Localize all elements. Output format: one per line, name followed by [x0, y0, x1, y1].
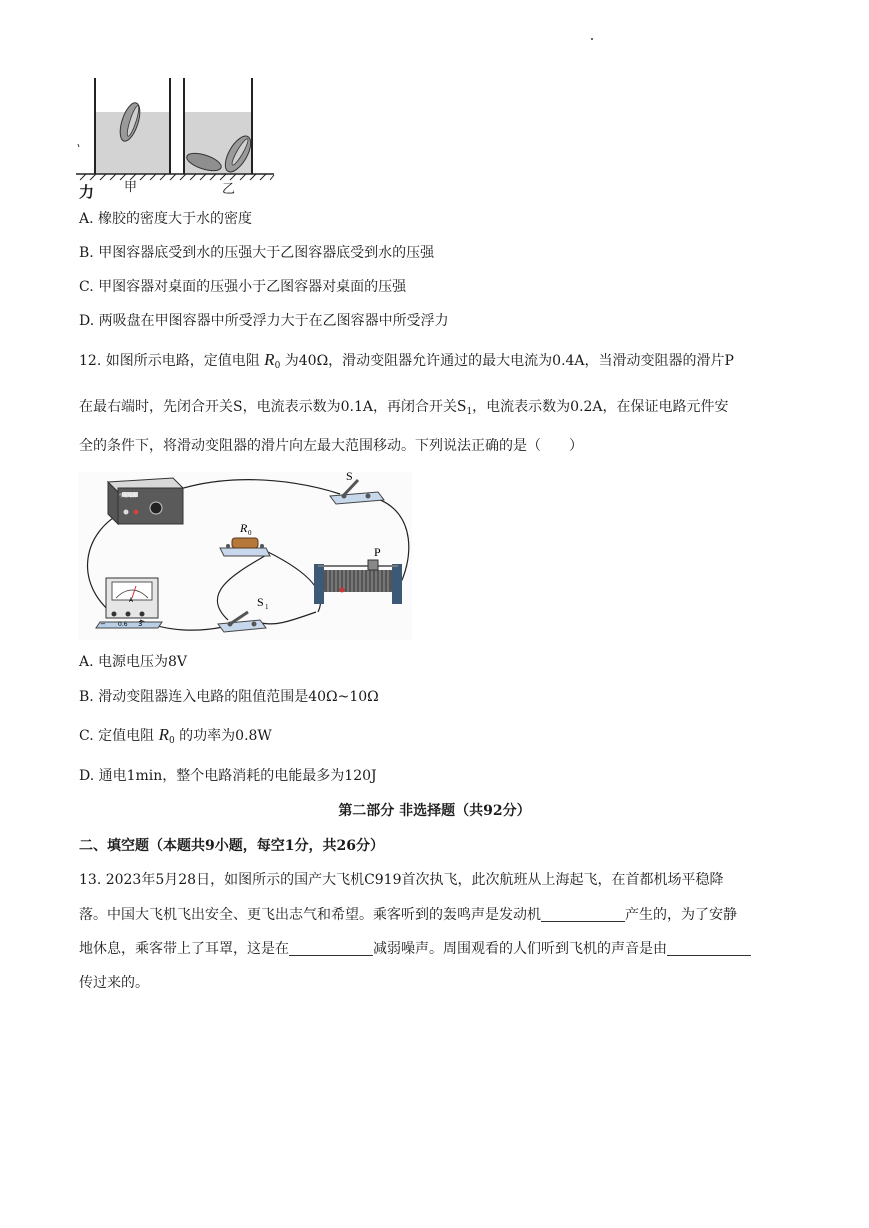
q13-blank-3[interactable]: [667, 941, 751, 956]
q12-stem-line1: 12. 如图所示电路，定值电阻 $R_0$ 为40Ω，滑动变阻器允许通过的最大电流为0.4A，当滑动变阻器的滑片P: [79, 350, 734, 371]
q13-blank-1[interactable]: [541, 907, 625, 922]
q13-line3: 地休息，乘客带上了耳罩，这是在 减弱噪声。周围观看的人们听到飞机的声音是由: [79, 939, 751, 959]
q11-option-a: A. 橡胶的密度大于水的密度: [79, 211, 253, 227]
power-supply-icon: [108, 478, 183, 524]
figure1-label-jia: 甲: [124, 180, 138, 195]
q13-line1: 13. 2023年5月28日，如图所示的国产大飞机C919首次执飞，此次航班从上海起飞，在首都机场平稳降: [79, 872, 724, 888]
figure1-label-yi: 乙: [222, 182, 236, 197]
ammeter-a-label: A: [129, 597, 134, 604]
q11-option-c: C. 甲图容器对桌面的压强小于乙图容器对桌面的压强: [79, 279, 407, 295]
suction-cup-diagram: [76, 74, 286, 202]
circuit-diagram: [78, 472, 412, 640]
q12-option-b: B. 滑动变阻器连入电路的阻值范围是40Ω~10Ω: [79, 689, 379, 705]
q12-option-d: D. 通电1min，整个电路消耗的电能最多为120J: [79, 768, 377, 784]
section2-title: 二、填空题（本题共9小题，每空1分，共26分）: [79, 838, 384, 854]
slider-p-label: P: [374, 545, 381, 559]
q11-option-d: D. 两吸盘在甲图容器中所受浮力大于在乙图容器中所受浮力: [79, 313, 449, 329]
ammeter-06-label: 0.6: [118, 621, 128, 628]
switch-s1-label: S: [257, 595, 264, 609]
r0-label: R: [240, 521, 248, 535]
q13-blank-2[interactable]: [289, 941, 373, 956]
q12-option-c: C. 定值电阻 $R_0$ 的功率为0.8W: [79, 725, 272, 746]
q11-option-b: B. 甲图容器底受到水的压强大于乙图容器底受到水的压强: [79, 245, 435, 261]
figure-suction-cups: [76, 74, 286, 202]
q13-line2: 落。中国大飞机飞出安全、更飞出志气和希望。乘客听到的轰鸣声是发动机 产生的，为了安静: [79, 907, 737, 923]
figure1-label-left: 力: [79, 183, 95, 201]
q12-stem-line2: 在最右端时，先闭合开关S，电流表示数为0.1A，再闭合开关$S_1$，电流表示数为0.2A，在保证电路元件安: [79, 396, 729, 417]
q12-option-a: A. 电源电压为8V: [79, 654, 188, 670]
ammeter-3-label: 3: [138, 620, 143, 628]
stray-dot: [591, 38, 593, 40]
circuit-figure: [78, 472, 412, 640]
switch-s-label: S: [346, 472, 353, 483]
q13-line4: 传过来的。: [79, 975, 149, 991]
part2-title: 第二部分 非选择题（共92分）: [338, 803, 531, 819]
ammeter-minus-label: −: [100, 620, 106, 628]
power-supply-label: 学生电源: [119, 494, 137, 499]
q12-stem-line3: 全的条件下，将滑动变阻器的滑片向左最大范围移动。下列说法正确的是（ ）: [79, 438, 583, 454]
switch-s1-sub-label: 1: [265, 603, 269, 611]
r0-sub-label: 0: [248, 529, 252, 537]
